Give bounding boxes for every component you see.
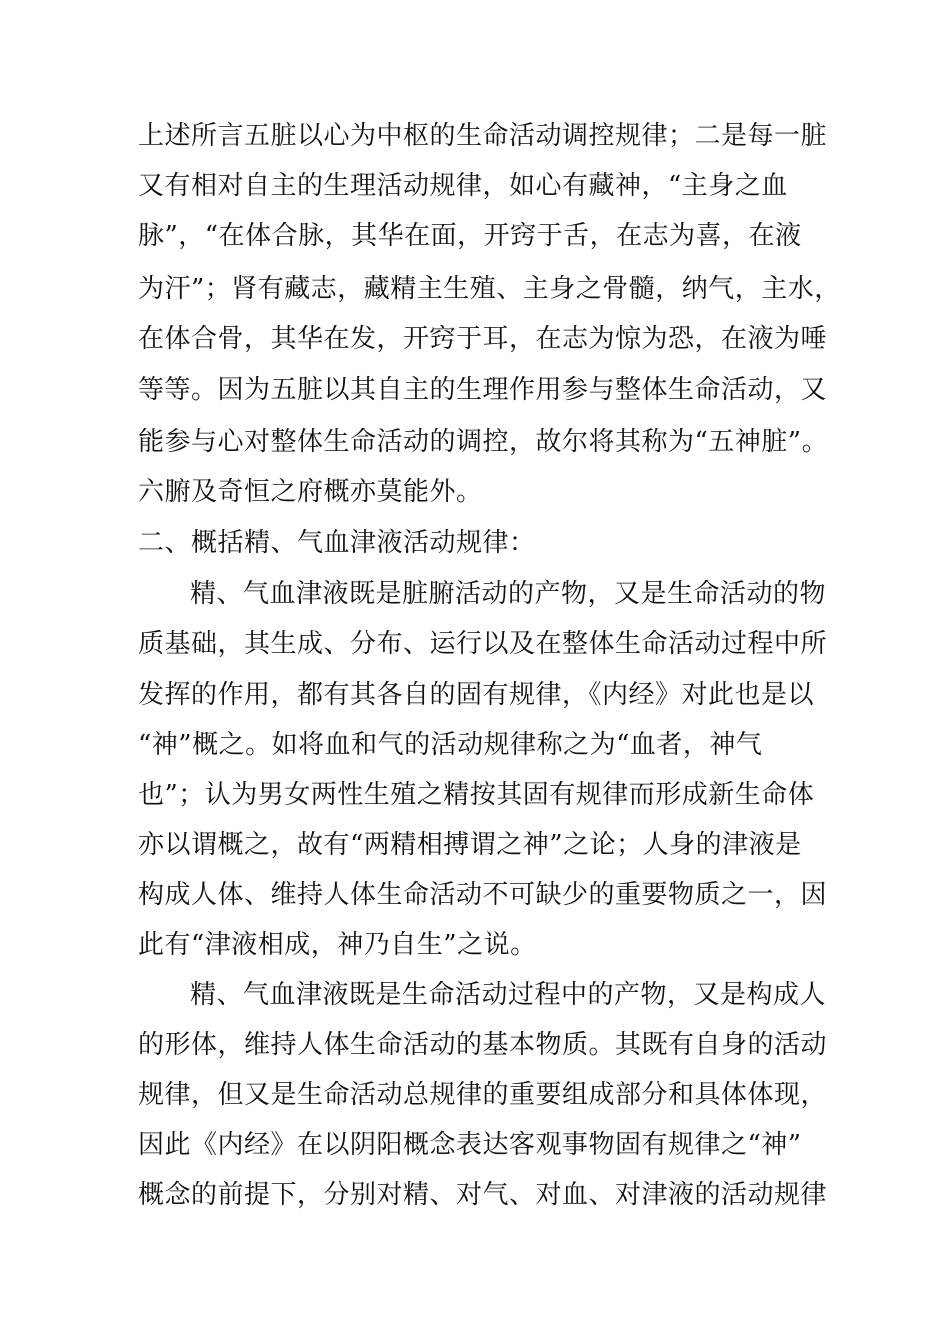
text-line: 亦以谓概之，故有“两精相搏谓之神”之论；人身的津液是 <box>138 830 802 860</box>
text-line: “神”概之。如将血和气的活动规律称之为“血者，神气 <box>138 730 763 760</box>
section-heading: 二、概括精、气血津液活动规律： <box>138 528 536 558</box>
text-line: 的形体，维持人体生命活动的基本物质。其既有自身的活动 <box>138 1030 828 1060</box>
text-line: 也”；认为男女两性生殖之精按其固有规律而形成新生命体 <box>138 780 815 810</box>
text-line: 又有相对自主的生理活动规律，如心有藏神，“主身之血 <box>138 171 788 201</box>
text-line: 精、气血津液既是生命活动过程中的产物，又是构成人 <box>190 980 827 1010</box>
text-line: 精、气血津液既是脏腑活动的产物，又是生命活动的物 <box>190 579 827 609</box>
text-line: 因此《内经》在以阴阳概念表达客观事物固有规律之“神” <box>138 1130 802 1160</box>
text-line: 构成人体、维持人体生命活动不可缺少的重要物质之一，因 <box>138 880 828 910</box>
text-line: 质基础，其生成、分布、运行以及在整体生命活动过程中所 <box>138 629 828 659</box>
text-line: 能参与心对整体生命活动的调控，故尔将其称为“五神脏”。 <box>138 427 829 457</box>
text-line: 此有“津液相成，神乃自生”之说。 <box>138 930 537 960</box>
text-line: 脉”，“在体合脉，其华在面，开窍于舌，在志为喜，在液 <box>138 221 802 251</box>
text-line: 六腑及奇恒之府概亦莫能外。 <box>138 477 483 507</box>
text-line: 发挥的作用，都有其各自的固有规律，《内经》对此也是以 <box>138 680 815 710</box>
text-line: 上述所言五脏以心为中枢的生命活动调控规律；二是每一脏 <box>138 121 828 151</box>
text-line: 为汗”；肾有藏志，藏精主生殖、主身之骨髓，纳气，主水， <box>138 274 841 304</box>
text-line: 在体合骨，其华在发，开窍于耳，在志为惊为恐，在液为唾 <box>138 324 828 354</box>
text-line: 等等。因为五脏以其自主的生理作用参与整体生命活动，又 <box>138 375 828 405</box>
text-line: 规律，但又是生命活动总规律的重要组成部分和具体体现， <box>138 1080 828 1110</box>
text-line: 概念的前提下，分别对精、对气、对血、对津液的活动规律 <box>138 1180 828 1210</box>
